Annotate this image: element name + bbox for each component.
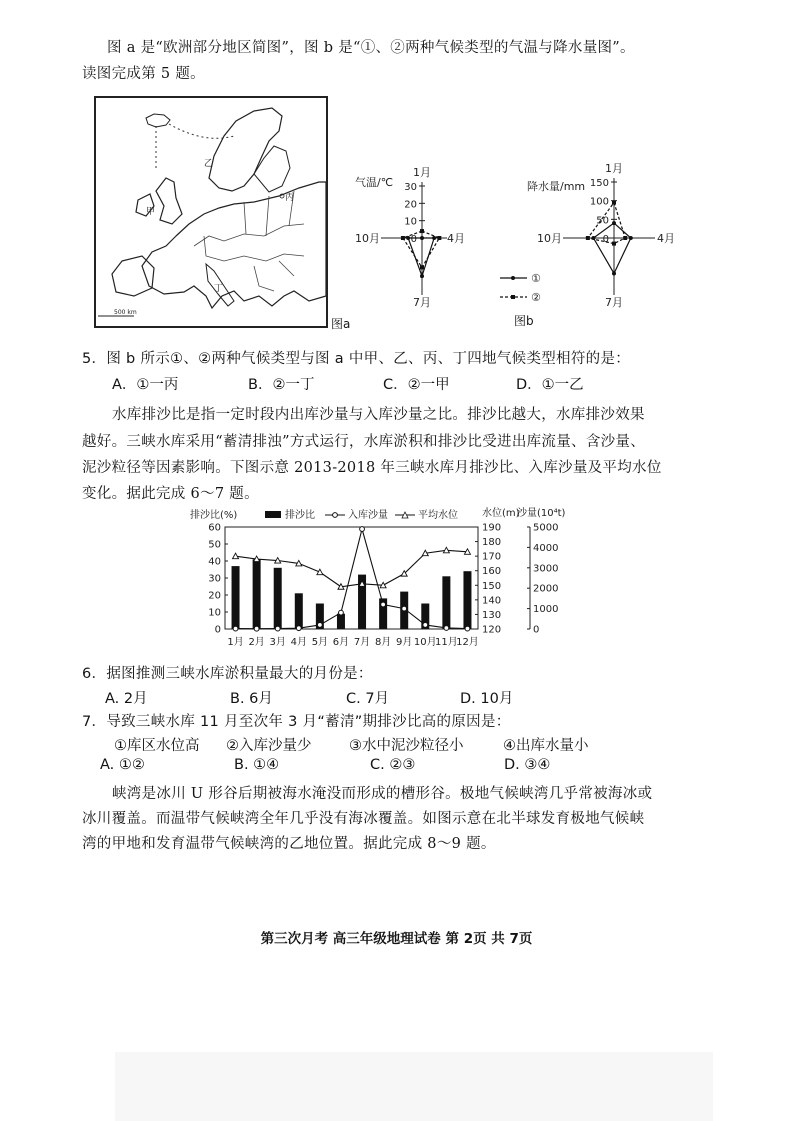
precip-tick-label: 0 [602, 234, 609, 245]
bar-4月 [295, 593, 303, 629]
q7-option-b[interactable]: B. ①④ [234, 757, 280, 773]
precip-point-s1 [629, 236, 633, 240]
right-tick-label: 4000 [533, 542, 559, 554]
precip-oct-label: 10月 [537, 232, 562, 245]
fig-b-caption: 图b [514, 314, 534, 328]
inflow-point-8月 [381, 602, 386, 607]
passage2-line-1: 水库排沙比是指一定时段内出库沙量与入库沙量之比。排沙比越大，水库排沙效果 [112, 407, 645, 423]
page-footer: 第三次月考 高三年级地理试卷 第 2页 共 7页 [260, 931, 533, 947]
mid-tick-label: 130 [482, 609, 502, 621]
label-yi: 乙 [204, 159, 214, 169]
q7-item-1: ①库区水位高 [114, 738, 200, 754]
right-tick-label: 5000 [533, 522, 559, 534]
precip-point-s2 [612, 201, 616, 205]
europe-map [94, 96, 328, 328]
inflow-point-11月 [444, 626, 449, 631]
right-tick-label: 3000 [533, 563, 559, 575]
bar-2月 [253, 559, 261, 629]
reservoir-chart [190, 506, 566, 654]
inflow-point-10月 [423, 623, 428, 628]
left-tick-label: 60 [208, 522, 221, 534]
label-bing: 丙 [285, 193, 295, 203]
bar-6月 [337, 614, 345, 629]
q6-option-a[interactable]: A. 2月 [105, 691, 148, 707]
left-tick-label: 10 [208, 607, 221, 619]
left-tick-label: 20 [208, 590, 221, 602]
precip-title: 降水量/mm [527, 180, 586, 193]
mid-tick-label: 180 [482, 537, 502, 549]
level-line [236, 550, 468, 586]
left-tick-label: 0 [214, 624, 221, 636]
left-tick-label: 30 [208, 573, 221, 585]
temp-tick-label: 30 [404, 182, 417, 193]
precip-jul-label: 7月 [605, 296, 623, 309]
inflow-point-6月 [339, 610, 344, 615]
passage3-line-3: 湾的甲地和发育温带气候峡湾的乙地位置。据此完成 8～9 题。 [82, 836, 496, 852]
legend-level: 平均水位 [418, 510, 458, 521]
mid-tick-label: 140 [482, 595, 502, 607]
mid-tick-label: 170 [482, 551, 502, 563]
q7-option-a[interactable]: A. ①② [100, 757, 145, 773]
mid-tick-label: 120 [482, 624, 502, 636]
temp-tick-label: 10 [404, 216, 417, 228]
x-label-3月: 3月 [269, 637, 286, 648]
inflow-point-12月 [465, 626, 470, 631]
precip-point-s1 [612, 221, 616, 225]
temp-oct-label: 10月 [355, 232, 380, 245]
inflow-point-3月 [275, 626, 280, 631]
bar-3月 [274, 568, 282, 629]
temp-jul-label: 7月 [413, 296, 431, 309]
mid-tick-label: 160 [482, 566, 502, 578]
temp-point-s2 [420, 229, 424, 233]
q7-stem: 7．导致三峡水库 11 月至次年 3 月“蓄清”期排沙比高的原因是： [82, 714, 511, 730]
bar-11月 [442, 576, 450, 629]
left-tick-label: 50 [208, 539, 221, 551]
mid-tick-label: 190 [482, 522, 502, 534]
temp-point-s2 [420, 265, 424, 269]
inflow-point-4月 [296, 626, 301, 631]
legend-ratio: 排沙比 [285, 510, 315, 521]
x-label-6月: 6月 [332, 637, 350, 648]
inflow-point-5月 [317, 623, 322, 628]
passage2-line-2: 越好。三峡水库采用“蓄清排浊”方式运行，水库淤积和排沙比受进出库流量、含沙量、 [82, 434, 646, 450]
q6-stem: 6．据图推测三峡水库淤积量最大的月份是： [82, 666, 373, 682]
climate-radar-charts [355, 160, 675, 335]
x-label-5月: 5月 [311, 637, 329, 648]
inflow-point-7月 [360, 527, 365, 532]
inflow-point-1月 [233, 626, 238, 631]
temp-apr-label: 4月 [447, 232, 465, 245]
q6-option-c[interactable]: C. 7月 [346, 691, 390, 707]
right-tick-label: 2000 [533, 583, 559, 595]
q7-item-2: ②入库沙量少 [226, 738, 312, 754]
precip-point-s1 [612, 271, 616, 275]
precip-point-s2 [586, 236, 590, 240]
x-label-2月: 2月 [248, 637, 265, 648]
temp-point-s2 [437, 236, 441, 240]
q5-option-a[interactable]: A．①一丙 [112, 377, 179, 393]
x-label-9月: 9月 [396, 637, 413, 648]
precip-series-1 [593, 223, 630, 273]
temp-jan-label: 1月 [413, 166, 431, 179]
precip-tick-label: 50 [596, 215, 609, 227]
q5-option-b[interactable]: B．②一丁 [248, 377, 315, 393]
mid-tick-label: 150 [482, 580, 502, 592]
q7-option-d[interactable]: D. ③④ [504, 757, 551, 773]
legend-2: ② [531, 291, 541, 304]
temp-point-s2 [401, 236, 405, 240]
q6-option-d[interactable]: D. 10月 [460, 691, 514, 707]
q5-option-d[interactable]: D．①一乙 [516, 377, 584, 393]
right-axis-title: 沙量(10⁴t) [517, 508, 566, 519]
passage3-line-2: 冰川覆盖。而温带气候峡湾全年几乎没有海冰覆盖。如图示意在北半球发育极地气候峡 [82, 811, 645, 827]
passage2-line-3: 泥沙粒径等因素影响。下图示意 2013-2018 年三峡水库月排沙比、入库沙量及平均水位 [82, 460, 662, 476]
left-axis-title: 排沙比(%) [190, 510, 238, 521]
q7-item-4: ④出库水量小 [503, 738, 589, 754]
x-label-4月: 4月 [290, 637, 307, 648]
temp-point-s1 [420, 236, 424, 240]
inflow-point-9月 [402, 606, 407, 611]
x-label-8月: 8月 [374, 637, 392, 648]
precip-jan-label: 1月 [605, 162, 623, 175]
q7-item-3: ③水中泥沙粒径小 [349, 738, 464, 754]
bar-12月 [463, 571, 471, 629]
right-tick-label: 1000 [533, 604, 559, 616]
q6-option-b[interactable]: B. 6月 [230, 691, 273, 707]
label-ding: 丁 [214, 284, 224, 294]
temp-point-s1 [420, 274, 424, 278]
temp-tick-label: 20 [404, 199, 417, 211]
precip-apr-label: 4月 [657, 232, 675, 245]
x-label-1月: 1月 [227, 637, 244, 648]
legend-inflow: 入库沙量 [348, 510, 388, 521]
intro-line-2: 读图完成第 5 题。 [82, 66, 205, 82]
x-label-12月: 12月 [456, 637, 479, 648]
intro-line-1: 图 a 是“欧洲部分地区简图”，图 b 是“①、②两种气候类型的气温与降水量图”。 [107, 40, 635, 56]
q5-stem: 5．图 b 所示①、②两种气候类型与图 a 中甲、乙、丙、丁四地气候类型相符的是： [82, 351, 631, 367]
q5-option-c[interactable]: C．②一甲 [383, 377, 450, 393]
fig-a-caption: 图a [331, 317, 351, 331]
x-label-10月: 10月 [413, 637, 437, 648]
blank-area [115, 1052, 713, 1121]
precip-point-s2 [623, 236, 627, 240]
left-tick-label: 40 [208, 556, 221, 568]
x-label-7月: 7月 [353, 637, 371, 648]
svg-text:500 km: 500 km [114, 309, 137, 316]
level-point-5月 [317, 569, 323, 575]
inflow-line [236, 529, 468, 629]
mid-axis-title: 水位(m) [482, 508, 520, 519]
q7-option-c[interactable]: C. ②③ [370, 757, 416, 773]
label-jia: 甲 [146, 207, 156, 217]
temp-tick-label: 0 [410, 234, 417, 245]
temp-title: 气温/℃ [355, 176, 394, 189]
right-tick-label: 0 [533, 624, 540, 636]
precip-tick-label: 150 [589, 178, 609, 189]
passage3-line-1: 峡湾是冰川 U 形谷后期被海水淹没而形成的槽形谷。极地气候峡湾几乎常被海冰或 [112, 786, 653, 802]
legend-1: ① [531, 272, 541, 285]
precip-point-s2 [612, 242, 616, 246]
passage2-line-4: 变化。据此完成 6～7 题。 [82, 486, 259, 502]
temp-point-s1 [432, 236, 436, 240]
inflow-point-2月 [254, 626, 259, 631]
x-label-11月: 11月 [435, 637, 458, 648]
bar-1月 [232, 566, 240, 629]
precip-tick-label: 100 [589, 196, 609, 208]
